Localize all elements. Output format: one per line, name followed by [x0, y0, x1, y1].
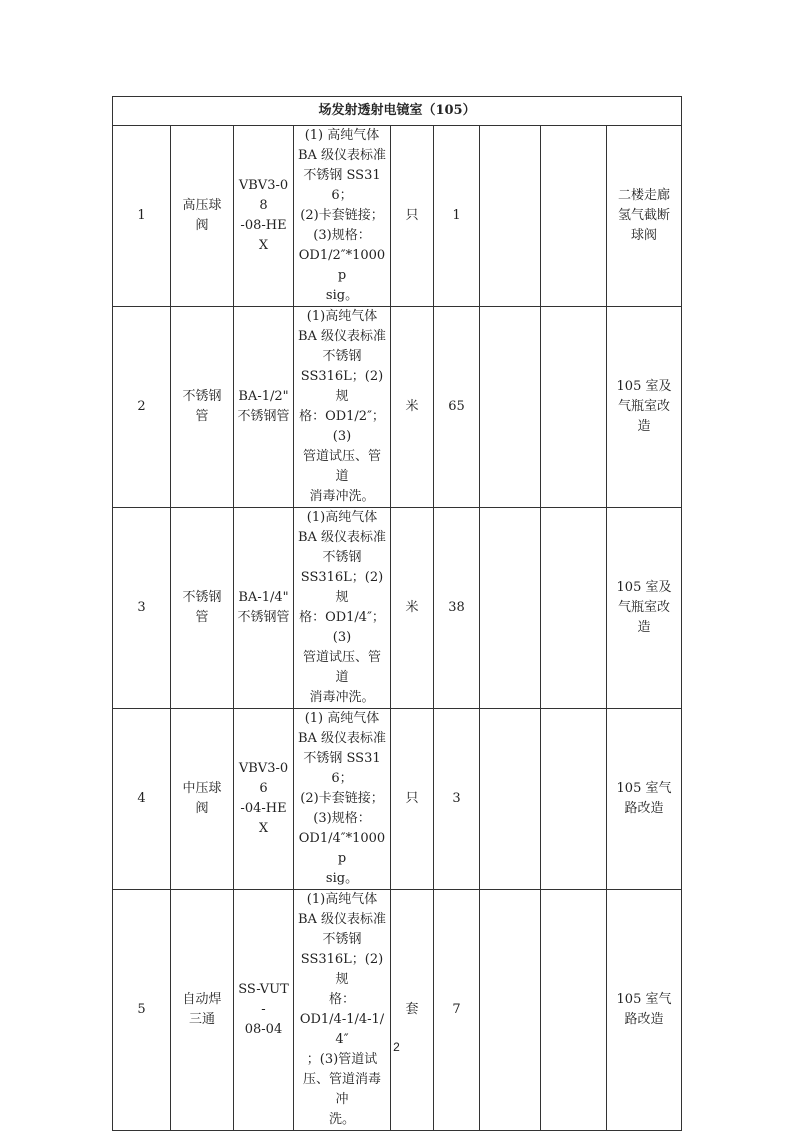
- remark-cell-line: 造: [637, 620, 651, 635]
- spec-cell: [294, 307, 391, 508]
- model-cell-line: 不锈钢管: [237, 610, 290, 625]
- quantity-cell: 38: [434, 508, 480, 709]
- spec-cell-line: SS316L；(2)规: [300, 570, 384, 605]
- remark-cell: [607, 307, 682, 508]
- item-name-cell-line: 高压球: [182, 198, 222, 213]
- spec-cell-line: BA 级仪表标准: [297, 530, 387, 545]
- model-cell-line: BA-1/2": [238, 389, 289, 404]
- item-name-cell: [171, 307, 234, 508]
- table-row: [113, 307, 682, 508]
- table-title: 场发射透射电镜室（105）: [113, 97, 682, 126]
- spec-cell: [294, 126, 391, 307]
- item-name-cell: [171, 126, 234, 307]
- spec-cell-line: 格：: [328, 992, 355, 1007]
- empty-cell: [480, 709, 541, 890]
- model-cell: [234, 890, 294, 1131]
- spec-cell-line: 不锈钢 SS316；: [303, 168, 381, 203]
- model-cell: [234, 508, 294, 709]
- spec-cell-line: SS316L；(2)规: [300, 369, 384, 404]
- remark-cell-line: 造: [637, 419, 651, 434]
- spec-cell-line: 洗。: [328, 1112, 355, 1127]
- remark-cell-line: 路改造: [624, 801, 664, 816]
- table-title-row: [113, 97, 682, 126]
- table-row: [113, 126, 682, 307]
- item-name-cell-line: 自动焊: [182, 992, 222, 1007]
- row-index-cell: 1: [113, 126, 171, 307]
- item-name-cell: [171, 890, 234, 1131]
- model-cell-line: 不锈钢管: [237, 409, 290, 424]
- spec-cell-line: (2)卡套链接；: [300, 791, 384, 806]
- row-index-cell: 2: [113, 307, 171, 508]
- model-cell-line: VBV3-06: [238, 761, 289, 796]
- equipment-table: [112, 96, 682, 1131]
- item-name-cell-line: 中压球: [182, 781, 222, 796]
- spec-cell-line: (1) 高纯气体: [304, 711, 380, 726]
- spec-cell-line: BA 级仪表标准: [297, 912, 387, 927]
- spec-cell-line: (1)高纯气体: [306, 510, 378, 525]
- model-cell-line: -08-HEX: [240, 218, 287, 253]
- spec-cell-line: BA 级仪表标准: [297, 148, 387, 163]
- spec-cell-line: BA 级仪表标准: [297, 329, 387, 344]
- empty-cell: [541, 307, 607, 508]
- remark-cell-line: 105 室气: [616, 992, 672, 1007]
- spec-cell-line: 压、管道消毒冲: [302, 1072, 381, 1107]
- item-name-cell-line: 管: [195, 409, 209, 424]
- empty-cell: [480, 126, 541, 307]
- unit-cell: 米: [391, 508, 434, 709]
- remark-cell: [607, 709, 682, 890]
- empty-cell: [541, 508, 607, 709]
- spec-cell-line: sig。: [325, 288, 359, 303]
- spec-cell: [294, 508, 391, 709]
- spec-cell-line: sig。: [325, 871, 359, 886]
- table-row: [113, 508, 682, 709]
- spec-cell-line: (1) 高纯气体: [304, 128, 380, 143]
- spec-cell-line: 消毒冲洗。: [309, 489, 375, 504]
- spec-cell-line: 管道试压、管道: [302, 449, 381, 484]
- row-index-cell: 3: [113, 508, 171, 709]
- remark-cell-line: 路改造: [624, 1012, 664, 1027]
- spec-cell-line: (1)高纯气体: [306, 892, 378, 907]
- empty-cell: [480, 508, 541, 709]
- spec-cell: [294, 709, 391, 890]
- item-name-cell-line: 管: [195, 610, 209, 625]
- remark-cell-line: 105 室及: [616, 580, 672, 595]
- remark-cell: [607, 126, 682, 307]
- spec-cell-line: 不锈钢: [322, 349, 362, 364]
- remark-cell-line: 氢气截断: [618, 208, 671, 223]
- quantity-cell: 7: [434, 890, 480, 1131]
- empty-cell: [480, 307, 541, 508]
- model-cell-line: VBV3-08: [238, 178, 289, 213]
- item-name-cell-line: 不锈钢: [182, 590, 222, 605]
- spec-cell-line: 格：OD1/4″；(3): [299, 610, 385, 645]
- unit-cell: 只: [391, 709, 434, 890]
- page-number: 2: [393, 1040, 400, 1054]
- model-cell-line: SS-VUT-: [238, 982, 289, 1017]
- empty-cell: [541, 709, 607, 890]
- item-name-cell-line: 三通: [188, 1012, 215, 1027]
- model-cell-line: BA-1/4": [238, 590, 289, 605]
- spec-cell: [294, 890, 391, 1131]
- spec-cell-line: 消毒冲洗。: [309, 690, 375, 705]
- remark-cell-line: 二楼走廊: [618, 188, 671, 203]
- spec-cell-line: SS316L；(2)规: [300, 952, 384, 987]
- unit-cell: 米: [391, 307, 434, 508]
- spec-cell-line: (2)卡套链接；: [300, 208, 384, 223]
- spec-cell-line: OD1/4-1/4-1/4″: [299, 1012, 385, 1047]
- spec-cell-line: 不锈钢 SS316；: [303, 751, 381, 786]
- quantity-cell: 1: [434, 126, 480, 307]
- table-row: [113, 890, 682, 1131]
- remark-cell-line: 105 室及: [616, 379, 672, 394]
- item-name-cell: [171, 508, 234, 709]
- spec-cell-line: 不锈钢: [322, 932, 362, 947]
- empty-cell: [541, 890, 607, 1131]
- model-cell: [234, 709, 294, 890]
- row-index-cell: 5: [113, 890, 171, 1131]
- item-name-cell-line: 阀: [195, 218, 209, 233]
- table-row: [113, 709, 682, 890]
- remark-cell-line: 气瓶室改: [618, 600, 671, 615]
- unit-cell: 只: [391, 126, 434, 307]
- spec-cell-line: BA 级仪表标准: [297, 731, 387, 746]
- model-cell: [234, 126, 294, 307]
- spec-cell-line: 管道试压、管道: [302, 650, 381, 685]
- spec-cell-line: ；(3)管道试: [306, 1052, 378, 1067]
- remark-cell-line: 气瓶室改: [618, 399, 671, 414]
- spec-cell-line: (3)规格：: [313, 811, 371, 826]
- remark-cell-line: 球阀: [631, 228, 658, 243]
- unit-cell: 套: [391, 890, 434, 1131]
- remark-cell-line: 105 室气: [616, 781, 672, 796]
- item-name-cell: [171, 709, 234, 890]
- empty-cell: [480, 890, 541, 1131]
- spec-cell-line: 不锈钢: [322, 550, 362, 565]
- row-index-cell: 4: [113, 709, 171, 890]
- model-cell-line: 08-04: [244, 1022, 283, 1037]
- spec-cell-line: OD1/2″*1000p: [298, 248, 386, 283]
- model-cell: [234, 307, 294, 508]
- remark-cell: [607, 890, 682, 1131]
- spec-cell-line: 格：OD1/2″；(3): [299, 409, 385, 444]
- remark-cell: [607, 508, 682, 709]
- model-cell-line: -04-HEX: [240, 801, 287, 836]
- spec-cell-line: (3)规格：: [313, 228, 371, 243]
- empty-cell: [541, 126, 607, 307]
- spec-cell-line: OD1/4″*1000p: [298, 831, 386, 866]
- item-name-cell-line: 不锈钢: [182, 389, 222, 404]
- spec-cell-line: (1)高纯气体: [306, 309, 378, 324]
- item-name-cell-line: 阀: [195, 801, 209, 816]
- quantity-cell: 65: [434, 307, 480, 508]
- quantity-cell: 3: [434, 709, 480, 890]
